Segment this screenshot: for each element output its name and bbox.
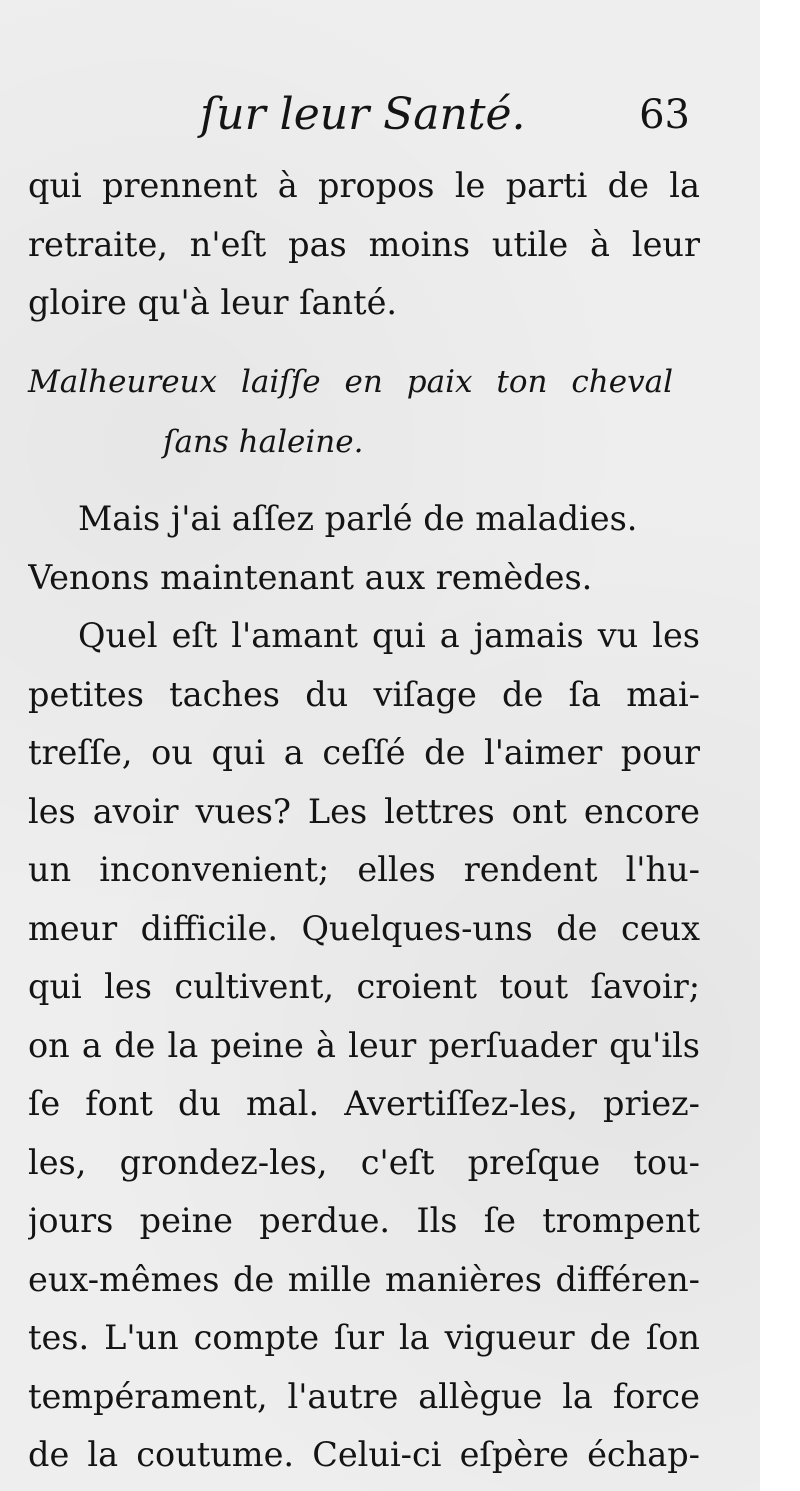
text-line: de la coutume. Celui-ci eſpère échap- [28,1435,700,1474]
page-edge [760,0,780,1491]
verse-quotation [28,352,700,472]
text-line: les, grondez-les, c'eſt preſque tou- [28,1142,700,1182]
text-line: un inconvenient; elles rendent l'hu- [28,850,700,889]
running-title: ſur leur Santé. [200,89,526,140]
text-line: ſe font du mal. Avertiſſez-les, priez- [28,1084,700,1123]
text-line: les avoir vues? Les lettres ont encore [28,791,700,831]
text-line: petites taches du viſage de ſa mai- [28,674,700,714]
text-line: gloire qu'à leur ſanté. [28,283,398,322]
text-line: treſſe, ou qui a ceſſé de l'aimer pour [28,733,700,772]
text-line: qui prennent à propos le parti de la [28,166,700,205]
text-line: meur difficile. Quelques-uns de ceux [28,908,700,948]
text-line: on a de la peine à leur perſuader qu'ils [28,1025,700,1065]
text-line: eux-mêmes de mille manières différen- [28,1259,700,1299]
text-line: jours peine perdue. Ils ſe trompent [28,1201,700,1240]
text-line: qui les cultivent, croient tout ſavoir; [28,967,700,1006]
paragraph-continued [28,157,700,333]
paragraph [28,490,700,1485]
page-header [200,85,690,145]
page-number: 63 [639,92,690,138]
text-line: retraite, n'eſt pas moins utile à leur [28,224,700,264]
text-line: tempérament, l'autre allègue la force [28,1376,700,1416]
text-line: tes. L'un compte ſur la vigueur de ſon [28,1318,700,1357]
text-line: Quel eſt l'amant qui a jamais vu les [78,616,700,655]
text-line: Mais j'ai aſſez parlé de maladies. [78,499,638,538]
text-line: Venons maintenant aux remèdes. [28,557,593,597]
verse-line: Malheureux laiſſe en paix ton cheval [28,364,673,400]
verse-line: ſans haleine. [163,424,364,460]
